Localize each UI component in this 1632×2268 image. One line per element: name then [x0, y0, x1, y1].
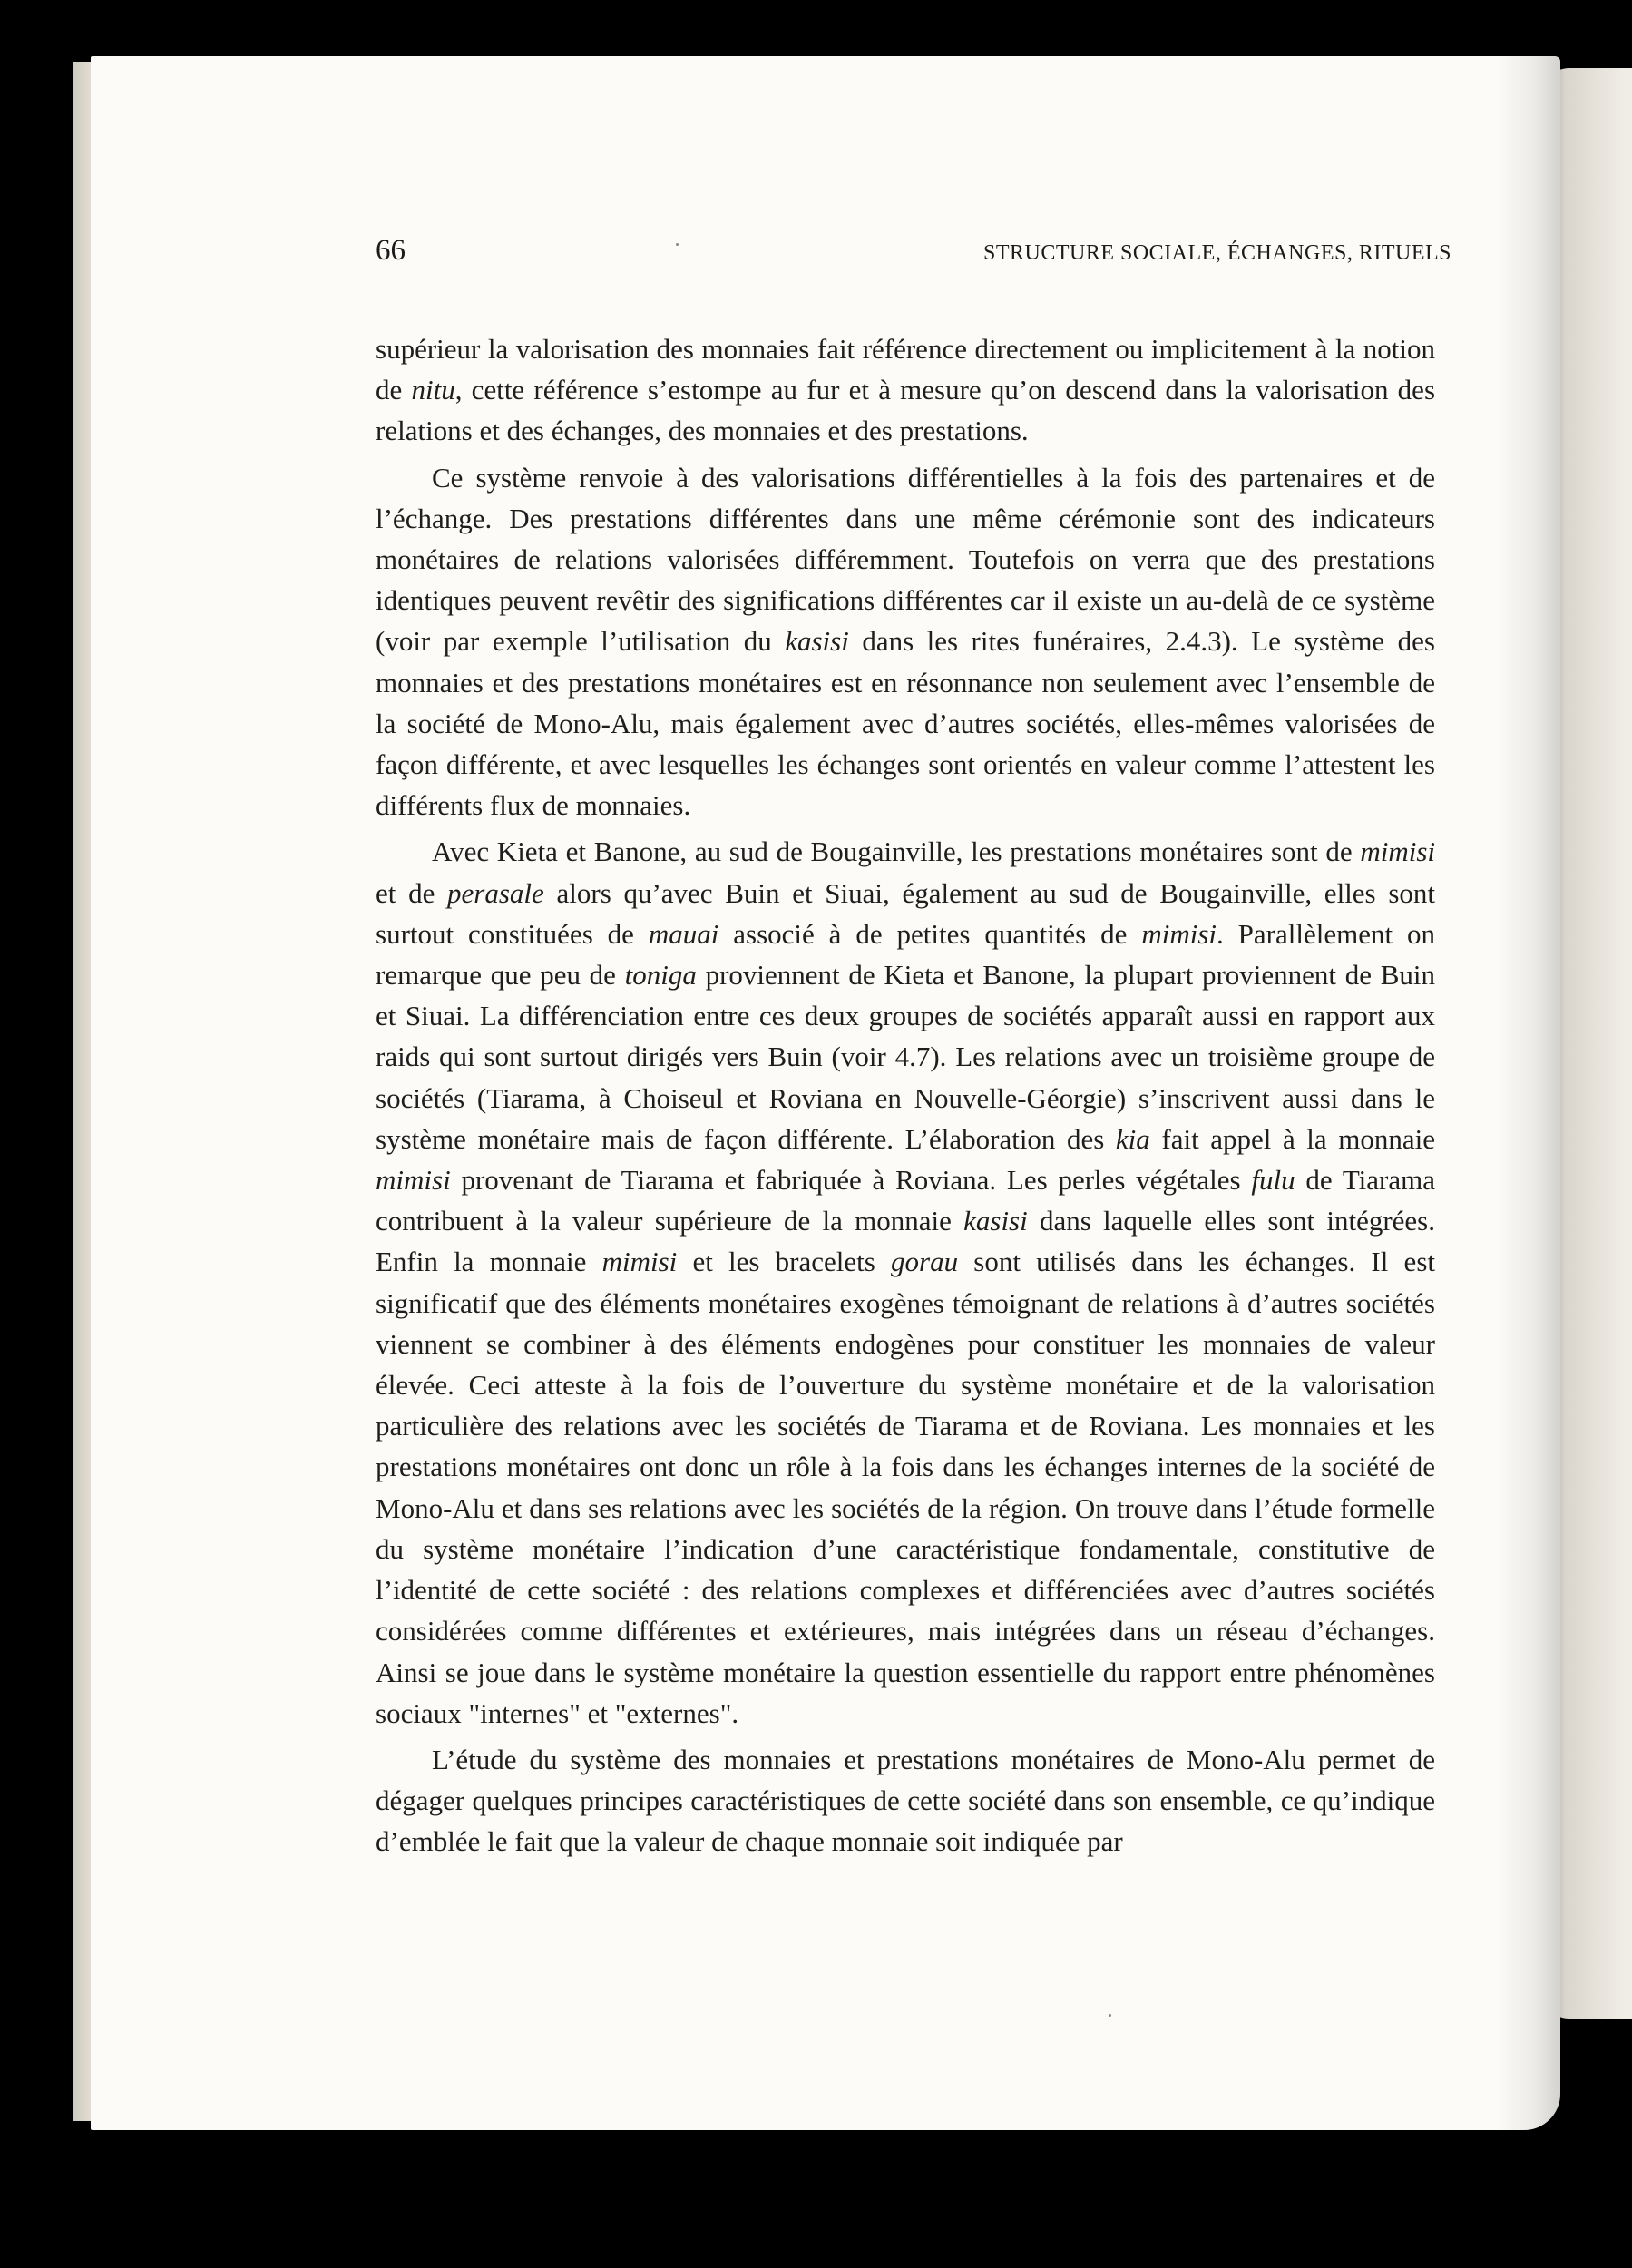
text-run: de Tiarama contribuent à la valeur supérieure de la monnaie	[376, 1164, 1435, 1237]
speck	[1109, 2014, 1111, 2017]
italic-term: mimisi	[376, 1164, 451, 1197]
body-text	[376, 328, 1435, 1862]
italic-term: mimisi	[601, 1246, 678, 1278]
text-run: sont utilisés dans les échanges. Il est significatif que des éléments monétaires exogènes témoignant de relations à d’autres sociétés viennent se combiner à des éléments endogènes pour constituer les monnaies de valeur élevée. Ceci atteste à la fois de l’ouverture du système monétaire et de la valorisation particulière des relations avec les sociétés de Tiarama et de Roviana. Les monnaies et les prestations monétaires ont donc un rôle à la fois dans les échanges internes de la société de Mono-Alu et dans ses relations avec les sociétés de la région. On trouve dans l’étude formelle du système monétaire l’indication d’une caractéristique fondamentale, constitutive de l’identité de cette société : des relations complexes et différenciées avec d’autres sociétés considérées comme différentes et extérieures, mais intégrées dans un réseau d’échanges. Ainsi se joue dans le système monétaire la question essentielle du rapport entre phénomènes sociaux "internes" et "externes".	[376, 1246, 1435, 1729]
text-run: associé à de petites quantités de	[718, 917, 1142, 950]
italic-term: kasisi	[963, 1205, 1028, 1237]
text-run: proviennent de Kieta et Banone, la plupart proviennent de Buin et Siuai. La différenciation entre ces deux groupes de sociétés apparaît aussi en rapport aux raids qui sont surtout dirigés vers Buin (voir 4.7). Les relations avec un troisième groupe de sociétés (Tiarama, à Choiseul et Roviana en Nouvelle-Géorgie) s’inscrivent aussi dans le système monétaire mais de façon différente. L’élaboration des	[376, 959, 1435, 1155]
text-run: . Parallèlement on remarque que peu de	[376, 917, 1435, 992]
text-run: provenant de Tiarama et fabriquée à Roviana. Les perles végétales	[450, 1164, 1252, 1197]
text-run: Avec Kieta et Banone, au sud de Bougainville, les prestations monétaires sont de	[432, 836, 1361, 868]
text-run: , cette référence s’estompe au fur et à mesure qu’on descend dans la valorisation des relations et des échanges, des monnaies et des prestations.	[376, 374, 1436, 447]
text-run: fait appel à la monnaie	[1149, 1122, 1435, 1155]
page-curve-shadow	[1497, 56, 1560, 2130]
text-run: dans les rites funéraires, 2.4.3). Le système des monnaies et des prestations monétaires est en résonnance non seulement avec l’ensemble de la société de Mono-Alu, mais également avec d’autres sociétés, elles-mêmes valorisées de façon différente, et avec lesquelles les échanges sont orientés en valeur comme l’attestent les différents flux de monnaies.	[376, 625, 1435, 822]
italic-term: mimisi	[1360, 836, 1435, 868]
italic-term: perasale	[447, 876, 544, 909]
italic-term: mimisi	[1141, 917, 1217, 950]
italic-term: toniga	[624, 959, 697, 992]
paragraph-1	[376, 328, 1435, 452]
paragraph-3	[376, 831, 1435, 1733]
italic-term: gorau	[891, 1246, 959, 1278]
italic-term: kia	[1115, 1122, 1150, 1155]
running-title: STRUCTURE SOCIALE, ÉCHANGES, RITUELS	[982, 241, 1451, 265]
text-run: et les bracelets	[677, 1246, 892, 1278]
page-number: 66	[376, 234, 406, 267]
text-run: alors qu’avec Buin et Siuai, également au sud de Bougainville, elles sont surtout constituées de	[376, 876, 1435, 950]
paragraph-2	[376, 457, 1435, 826]
running-head	[376, 232, 1451, 269]
text-run: supérieur la valorisation des monnaies fait référence directement ou implicitement à la notion de	[376, 333, 1435, 406]
text-run: et de	[376, 876, 448, 909]
italic-term: fulu	[1251, 1164, 1295, 1197]
speck	[676, 243, 679, 246]
paragraph-4	[376, 1739, 1435, 1862]
italic-term: mauai	[648, 917, 719, 950]
italic-term: kasisi	[785, 625, 849, 658]
text-run: dans laquelle elles sont intégrées. Enfin la monnaie	[376, 1205, 1435, 1278]
italic-term: nitu	[411, 374, 455, 406]
text-run: Ce système renvoie à des valorisations différentielles à la fois des partenaires et de l’échange. Des prestations différentes dans une même cérémonie sont des indicateurs monétaires de relations valorisées différemment. Toutefois on verra que des prestations identiques peuvent revêtir des significations différentes car il existe un au-delà de ce système (voir par exemple l’utilisation du	[376, 461, 1435, 658]
text-run: L’étude du système des monnaies et prestations monétaires de Mono-Alu permet de dégager quelques principes caractéristiques de cette société dans son ensemble, ce qu’indique d’emblée le fait que la valeur de chaque monnaie soit indiquée par	[376, 1743, 1435, 1858]
